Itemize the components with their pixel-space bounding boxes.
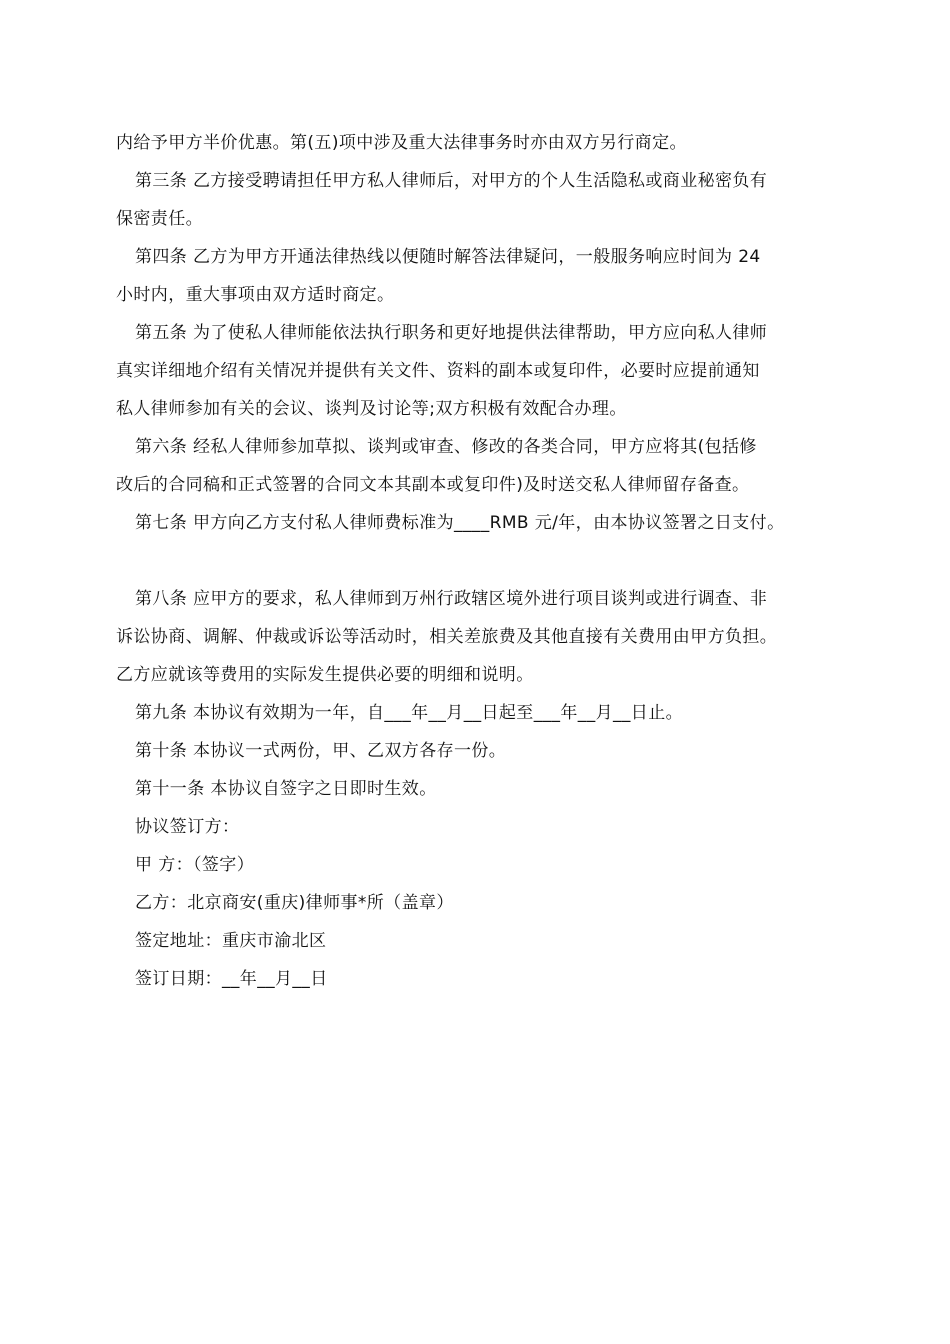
- article-4-line-2: 小时内，重大事项由双方适时商定。: [116, 285, 395, 305]
- article-3-line-1: 第三条 乙方接受聘请担任甲方私人律师后，对甲方的个人生活隐私或商业秘密负有: [135, 171, 768, 191]
- article-5-line-3: 私人律师参加有关的会议、谈判及讨论等;双方积极有效配合办理。: [116, 399, 627, 419]
- article-8-line-2: 诉讼协商、调解、仲裁或诉讼等活动时，相关差旅费及其他直接有关费用由甲方负担。: [116, 627, 778, 647]
- article-8-line-3: 乙方应就该等费用的实际发生提供必要的明细和说明。: [116, 665, 534, 685]
- article-11-line: 第十一条 本协议自签字之日即时生效。: [135, 779, 437, 799]
- party-a-signature: 甲 方：（签字）: [135, 855, 255, 875]
- article-6-line-1: 第六条 经私人律师参加草拟、谈判或审查、修改的各类合同，甲方应将其(包括修: [135, 437, 757, 457]
- article-8-line-1: 第八条 应甲方的要求，私人律师到万州行政辖区境外进行项目谈判或进行调查、非: [135, 589, 768, 609]
- document-page: [116, 124, 846, 998]
- signatories-heading: 协议签订方：: [135, 817, 240, 837]
- article-9-line: 第九条 本协议有效期为一年，自___年__月__日起至___年__月__日止。: [135, 703, 684, 723]
- article-5-line-1: 第五条 为了使私人律师能依法执行职务和更好地提供法律帮助，甲方应向私人律师: [135, 323, 768, 343]
- article-10-line: 第十条 本协议一式两份，甲、乙双方各存一份。: [135, 741, 507, 761]
- signing-location: 签定地址：重庆市渝北区: [135, 931, 327, 951]
- article-5-line-2: 真实详细地介绍有关情况并提供有关文件、资料的副本或复印件，必要时应提前通知: [116, 361, 760, 381]
- paragraph-gap: [116, 542, 846, 580]
- article-4-line-1: 第四条 乙方为甲方开通法律热线以便随时解答法律疑问，一般服务响应时间为 24: [135, 247, 761, 267]
- article-3-line-2: 保密责任。: [116, 209, 203, 229]
- text-line: 内给予甲方半价优惠。第(五)项中涉及重大法律事务时亦由双方另行商定。: [116, 133, 687, 153]
- signing-date: 签订日期：__年__月__日: [135, 969, 328, 989]
- article-7-line-1: 第七条 甲方向乙方支付私人律师费标准为____RMB 元/年，由本协议签署之日支付。: [135, 513, 785, 533]
- party-b-signature: 乙方：北京商安(重庆)律师事*所（盖章）: [135, 893, 454, 913]
- article-6-line-2: 改后的合同稿和正式签署的合同文本其副本或复印件)及时送交私人律师留存备查。: [116, 475, 750, 495]
